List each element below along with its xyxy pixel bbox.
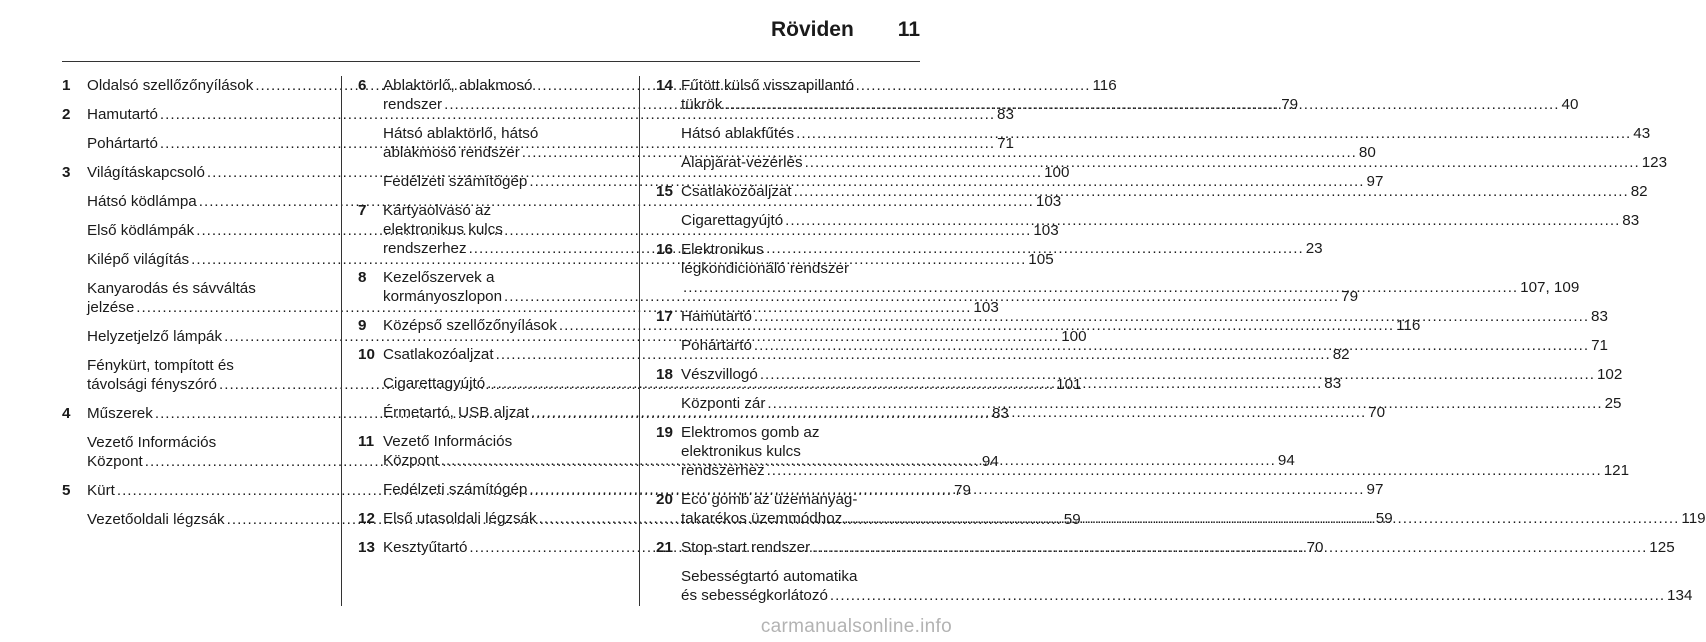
entry-text: Elektromos gomb az	[681, 424, 820, 441]
entry-page-ref[interactable]: 101	[1056, 376, 1082, 393]
entry-text: Központ	[383, 452, 439, 469]
entry-number: 10	[358, 346, 375, 363]
entry-text: Pohártartó	[87, 135, 158, 152]
entry-page-ref[interactable]: 100	[1044, 164, 1070, 181]
index-entry[interactable]	[656, 182, 1648, 201]
entry-number: 5	[62, 482, 71, 499]
dot-leader	[767, 461, 1602, 480]
entry-number: 20	[656, 491, 673, 508]
entry-number: 14	[656, 77, 673, 94]
entry-number	[62, 327, 87, 346]
dot-leader	[754, 336, 1589, 355]
entry-text: Műszerek	[87, 405, 153, 422]
entry-page-ref[interactable]: 102	[1596, 366, 1623, 383]
entry-page-ref[interactable]: 82	[1332, 346, 1350, 363]
entry-text: Oldalsó szellőzőnyílások	[87, 77, 254, 94]
entry-number: 2	[62, 106, 71, 123]
entry-number	[656, 211, 681, 230]
entry-text: Helyzetjelző lámpák	[87, 328, 223, 345]
entry-text: Ablaktörlő, ablakmosó	[383, 77, 533, 94]
entry-page-ref[interactable]: 25	[1604, 395, 1622, 412]
entry-number	[62, 134, 87, 153]
entry-text: ablakmosó rendszer	[383, 144, 520, 161]
entry-text: Vészvillogó	[681, 366, 758, 383]
entry-number	[358, 403, 383, 422]
entry-page-ref[interactable]: 121	[1603, 462, 1630, 479]
entry-number	[656, 153, 681, 172]
entry-text: Kártyaolvasó az	[383, 202, 492, 219]
entry-page-ref[interactable]: 79	[1281, 96, 1299, 113]
entry-number: 11	[358, 433, 375, 450]
entry-number	[656, 124, 681, 143]
entry-text: Elektronikus	[681, 241, 764, 258]
entry-number	[656, 394, 681, 413]
entry-text: Fénykürt, tompított és	[87, 357, 234, 374]
entry-page-ref[interactable]: 71	[997, 135, 1014, 152]
entry-text: Hátsó ablaktörlő, hátsó	[383, 125, 539, 142]
entry-number	[62, 433, 87, 471]
dot-leader	[812, 538, 1647, 557]
entry-number	[62, 279, 87, 317]
dot-leader	[796, 124, 1631, 143]
entry-number	[62, 221, 87, 240]
entry-text: Hamutartó	[87, 106, 158, 123]
entry-text: rendszer	[383, 96, 443, 113]
entry-page-ref[interactable]: 97	[1366, 173, 1384, 190]
entry-text: Vezetőoldali légzsák	[87, 511, 225, 528]
header-rule	[62, 61, 920, 62]
entry-text: Hátsó ködlámpa	[87, 193, 197, 210]
entry-page-ref[interactable]: 94	[1277, 452, 1295, 469]
entry-page-ref[interactable]: 71	[1591, 337, 1608, 354]
index-entry[interactable]	[656, 211, 1640, 230]
entry-text: Kesztyűtartó	[383, 539, 468, 556]
entry-number	[62, 250, 87, 269]
entry-text: takarékos üzemmódhoz	[681, 510, 843, 527]
entry-number	[656, 336, 681, 355]
entry-text: Középső szellőzőnyílások	[383, 317, 557, 334]
entry-page-ref[interactable]: 83	[1622, 212, 1640, 229]
entry-text: Első utasoldali légzsák	[383, 510, 537, 527]
entry-page-ref[interactable]: 83	[997, 106, 1014, 123]
dot-leader	[754, 307, 1589, 326]
entry-text: Pohártartó	[681, 337, 752, 354]
entry-text: Stop-start rendszer	[681, 539, 811, 556]
entry-text: Hamutartó	[681, 308, 752, 325]
entry-number: 17	[656, 308, 673, 325]
entry-page-ref[interactable]: 107, 109	[1520, 279, 1580, 296]
entry-page-ref[interactable]: 82	[1630, 183, 1648, 200]
entry-text: rendszerhez	[681, 462, 765, 479]
entry-number: 19	[656, 424, 673, 441]
entry-number: 12	[358, 510, 375, 527]
entry-number: 8	[358, 269, 367, 286]
page-header	[771, 18, 920, 42]
entry-number	[62, 192, 87, 211]
entry-page-ref[interactable]: 103	[1035, 193, 1062, 210]
entry-number	[358, 480, 383, 499]
entry-text: Kilépő világítás	[87, 251, 190, 268]
dot-leader	[785, 211, 1620, 230]
entry-page-ref[interactable]: 134	[1667, 587, 1693, 604]
entry-page-ref[interactable]: 103	[1033, 222, 1059, 239]
index-entry[interactable]	[656, 567, 1693, 605]
entry-page-ref[interactable]: 83	[1324, 375, 1342, 392]
entry-text: Cigarettagyújtó	[681, 212, 784, 229]
page-number: 11	[897, 18, 920, 41]
page-title: Röviden	[770, 18, 854, 41]
entry-text: Fűtött külső visszapillantó	[681, 77, 855, 94]
entry-page-ref[interactable]: 40	[1561, 96, 1579, 113]
column-divider	[341, 76, 342, 606]
entry-page-ref[interactable]: 70	[1306, 539, 1324, 556]
entry-page-ref[interactable]: 116	[1092, 77, 1117, 94]
entry-text: Csatlakozóaljzat	[681, 183, 792, 200]
entry-number: 6	[358, 77, 367, 94]
entry-number: 13	[358, 539, 375, 556]
index-entry[interactable]	[62, 105, 1014, 124]
dot-leader	[805, 153, 1640, 172]
entry-text: Fedélzeti számítógép	[383, 173, 528, 190]
entry-text: elektronikus kulcs	[383, 221, 503, 238]
entry-number: 7	[358, 202, 367, 219]
watermark: carmanualsonline.info	[760, 616, 952, 637]
entry-page-ref[interactable]: 83	[991, 405, 1009, 422]
entry-page-ref[interactable]: 94	[981, 453, 999, 470]
entry-page-ref[interactable]: 79	[954, 482, 971, 499]
dot-leader	[683, 278, 1518, 297]
entry-text: Vezető Információs	[87, 434, 217, 451]
entry-text: Hátsó ablakfűtés	[681, 125, 795, 142]
entry-page-ref[interactable]: 59	[1063, 511, 1081, 528]
entry-text: távolsági fényszóró	[87, 376, 218, 393]
entry-text: Fedélzeti számítógép	[383, 481, 528, 498]
entry-number: 3	[62, 164, 71, 181]
column-divider	[639, 76, 640, 606]
entry-page-ref[interactable]: 103	[973, 299, 999, 316]
entry-page-ref[interactable]: 116	[1396, 317, 1421, 334]
entry-text: Vezető Információs	[383, 433, 513, 450]
entry-page-ref[interactable]: 119	[1681, 510, 1706, 527]
entry-text: Alapjárat-vezérlés	[681, 154, 803, 171]
entry-page-ref[interactable]: 70	[1368, 404, 1386, 421]
entry-text: Érmetartó, USB aljzat	[383, 404, 530, 421]
entry-page-ref[interactable]: 105	[1028, 251, 1054, 268]
entry-text: Központi zár	[681, 395, 766, 412]
entry-number	[62, 356, 87, 394]
entry-number	[358, 374, 383, 393]
dot-leader	[844, 509, 1679, 528]
entry-text: légkondicionáló rendszer	[681, 260, 850, 277]
entry-text: kormányoszlopon	[383, 288, 503, 305]
entry-number: 16	[656, 241, 673, 258]
entry-text: Csatlakozóaljzat	[383, 346, 494, 363]
index-entry[interactable]	[656, 153, 1668, 172]
entry-page-ref[interactable]: 100	[1061, 328, 1087, 345]
entry-text: Eco gomb az üzemanyag-	[681, 491, 858, 508]
dot-leader	[760, 365, 1595, 384]
entry-number	[358, 124, 383, 162]
entry-page-ref[interactable]: 23	[1305, 240, 1323, 257]
entry-number	[358, 172, 383, 191]
entry-page-ref[interactable]: 79	[1341, 288, 1359, 305]
entry-page-ref[interactable]: 59	[1375, 510, 1393, 527]
dot-leader	[794, 182, 1629, 201]
entry-text: és sebességkorlátozó	[681, 587, 828, 604]
entry-text: Kezelőszervek a	[383, 269, 495, 286]
entry-number	[656, 567, 681, 605]
entry-text: elektronikus kulcs	[681, 443, 801, 460]
index-entry[interactable]	[656, 124, 1651, 143]
entry-number: 18	[656, 366, 673, 383]
dot-leader	[767, 394, 1602, 413]
entry-number: 9	[358, 317, 367, 334]
entry-text: jelzése	[87, 299, 135, 316]
entry-number: 1	[62, 77, 71, 94]
entry-text: Kürt	[87, 482, 115, 499]
entry-text: Sebességtartó automatika	[681, 568, 858, 585]
dot-leader	[724, 95, 1559, 114]
entry-page-ref[interactable]: 125	[1649, 539, 1675, 556]
entry-number: 21	[656, 539, 673, 556]
entry-text: Első ködlámpák	[87, 222, 195, 239]
entry-page-ref[interactable]: 83	[1591, 308, 1608, 325]
entry-number: 15	[656, 183, 673, 200]
entry-number: 4	[62, 405, 71, 422]
entry-text: rendszerhez	[383, 240, 467, 257]
dot-leader	[830, 586, 1665, 605]
entry-page-ref[interactable]: 80	[1358, 144, 1376, 161]
entry-text: tükrök	[681, 96, 723, 113]
entry-page-ref[interactable]: 43	[1633, 125, 1651, 142]
entry-number	[62, 510, 87, 529]
entry-text: Központ	[87, 453, 143, 470]
entry-text: Világításkapcsoló	[87, 164, 205, 181]
entry-text: Cigarettagyújtó	[383, 375, 486, 392]
entry-text: Kanyarodás és sávváltás	[87, 280, 256, 297]
entry-page-ref[interactable]: 123	[1641, 154, 1668, 171]
entry-page-ref[interactable]: 97	[1366, 481, 1384, 498]
